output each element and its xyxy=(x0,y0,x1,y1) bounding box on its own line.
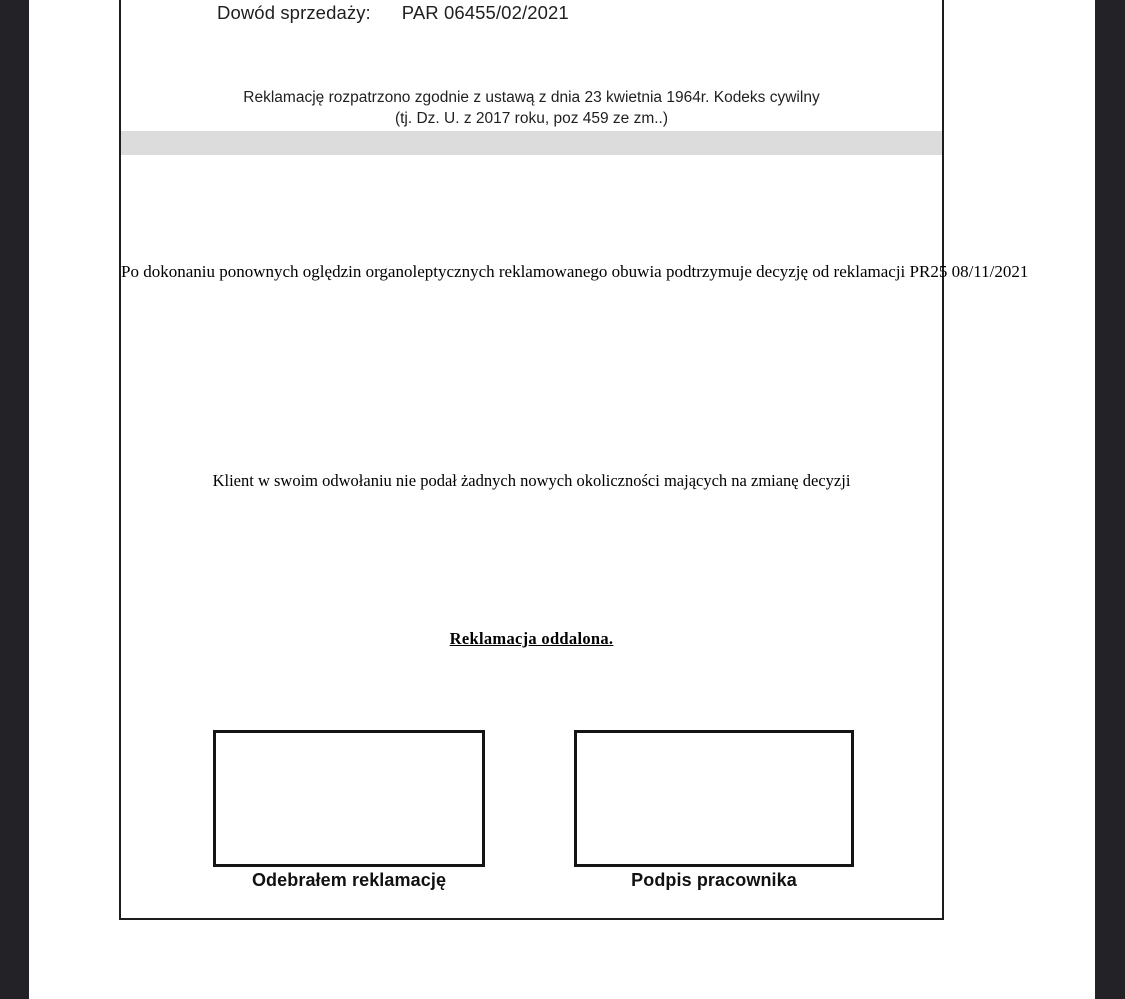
section-divider-bar xyxy=(121,131,942,155)
app-background-left-strip xyxy=(0,0,29,999)
legal-note-line1: Reklamację rozpatrzono zgodnie z ustawą z dnia 23 kwietnia 1964r. Kodeks cywilny xyxy=(243,89,820,106)
legal-note xyxy=(121,88,942,129)
customer-signature-label: Odebrałem reklamację xyxy=(251,870,447,890)
document-page xyxy=(119,0,1029,920)
employee-signature-label: Podpis pracownika xyxy=(631,870,797,890)
app-background-right-strip xyxy=(1095,0,1125,999)
legal-note-line2: (tj. Dz. U. z 2017 roku, poz 459 ze zm..) xyxy=(394,109,669,127)
verdict-statement: Reklamacja oddalona. xyxy=(449,629,614,648)
appeal-statement: Klient w swoim odwołaniu nie podał żadnych nowych okoliczności mających na zmianę decyzji xyxy=(212,471,851,490)
receipt-label: Dowód sprzedaży: xyxy=(217,2,371,23)
customer-signature-box xyxy=(213,730,485,867)
employee-signature-box xyxy=(574,730,854,867)
receipt-number: PAR 06455/02/2021 xyxy=(401,2,569,23)
decision-statement: Po dokonaniu ponownych oględzin organoleptycznych reklamowanego obuwia podtrzymuje decyzję od reklamacji PR25 08/11/2021 xyxy=(121,262,1029,281)
receipt-row xyxy=(217,2,569,24)
